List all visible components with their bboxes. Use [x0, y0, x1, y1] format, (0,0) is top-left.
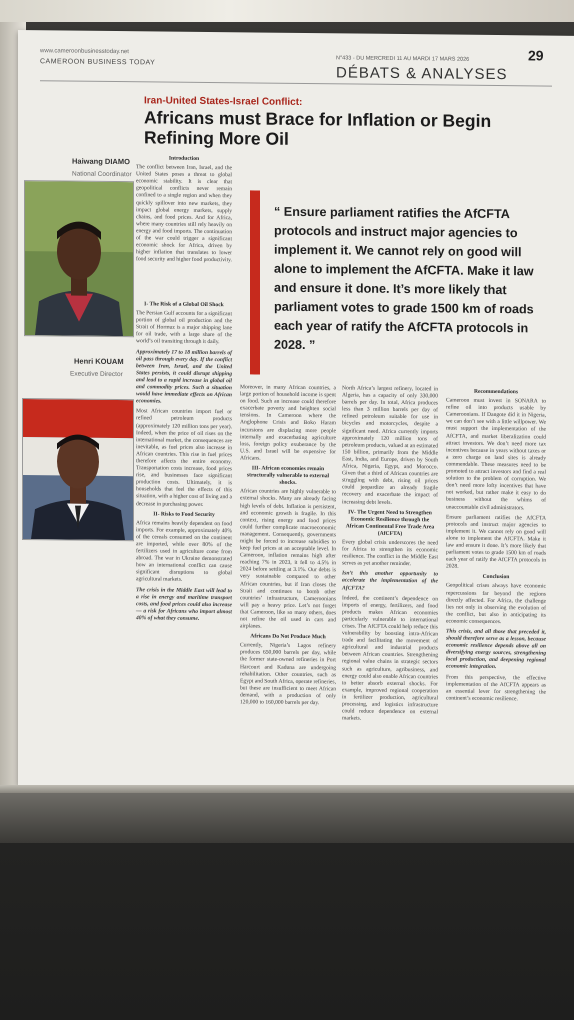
site-url: www.cameroonbusinesstoday.net [40, 48, 129, 56]
column-3-text-3: Currently, Nigeria’s Lagos refinery produces 650,000 barrels per day, while the former state-owned refineries in Port Harcourt and Kaduna are undergoing rehabilitation. Other countries, such as Egypt and South Africa, operate refineries, but these are insufficient to meet African demand, with a production of only 120,000 to 160,000 barrels per day. [240, 642, 336, 707]
column-oil-shock [136, 299, 232, 626]
intro-heading: Introduction [168, 155, 200, 162]
author-1-role: National Coordinator [72, 170, 132, 179]
section-1-heading: I- The Risk of a Global Oil Shock [144, 301, 224, 309]
section-1-text-b: Most African countries import fuel or refined petroleum products (approximately 120 million tons per year). Indeed, when the price of oil rises on the international market, the consequences are inevitable, as fuel prices also increase in African countries. This rise in fuel prices therefore affects the entire economy. Transportation costs increase, food prices rise, and businesses face significant production costs. Ultimately, it is households that feel the effects of this situation, with a higher cost of living and a decrease in purchasing power. [136, 408, 232, 508]
column-recommendations [446, 386, 546, 706]
pull-quote: “ Ensure parliament ratifies the AfCFTA protocols and instruct major agencies to implement it. We cannot rely on good will alone to implement the AfCFTA. Make it law and ensure it done. It’s more likely that parliament votes to grade 1500 km of roads each year of ratify the AfCFTA protocols in 2028. ” [274, 204, 534, 353]
section-5-heading: IV- The Urgent Need to Strengthen Economic Resilience through the African Continental Free Trade Area (AfCFTA) [345, 509, 435, 537]
column-intro [136, 153, 232, 267]
section-2-lead: The crisis in the Middle East will lead to a rise in energy and maritime transport costs, and food prices could also increase — a risk for Africans who import almost 40% of what they consume. [136, 586, 232, 622]
quote-accent-bar [250, 190, 260, 374]
author-2-photo [22, 398, 134, 541]
column-3-text-2: African countries are highly vulnerable to external shocks. Many are already facing high levels of debt. Inflation is persistent, and economic growth is fragile. In this context, rising energy and food prices could further complicate macroeconomic management. Consequently, governments might be forced to increase subsidies to keep fuel prices at an acceptable level. In Cameroon, inflation remains high after reaching 7% in 2023, it fell to 4.5% in 2024 before settling at 3.1%. Our debts is very sustainable compared to other African countries, but if Iran closes the Strait and continues to bomb other countries’ infrastructure, Cameroonians will pay a heavy price. Let’s not forget that Cameroon, like so many others, does not refine the oil used in cars and airplanes. [240, 488, 336, 630]
column-afcfta [342, 385, 438, 726]
issue-line: N°433 - DU MERCREDI 11 AU MARDI 17 MARS 2026 [336, 55, 470, 63]
previous-page-strip [0, 0, 574, 22]
section-2-text: Africa remains heavily dependent on food imports. For example, approximately 40% of the cereals consumed on the continent are imported, while over 80% of the fertilizers used in agriculture come from abroad. The war in Ukraine demonstrated how an international conflict can cause significant disruptions to global agricultural markets. [136, 519, 232, 584]
conclusion-text-2: From this perspective, the effective implementation of the AfCFTA appears as an essential lever for strengthening the continent’s economic resilience. [446, 674, 546, 703]
article-kicker: Iran-United States-Israel Conflict: [144, 95, 303, 108]
column-vulnerability [240, 384, 336, 710]
author-2-name: Henri KOUAM [74, 356, 124, 367]
section-1-text: The Persian Gulf accounts for a significant portion of global oil production and the Strait of Hormuz is a major shipping lane for oil trade, with a large share of the world’s oil transiting through it daily. [136, 310, 232, 346]
author-2-role: Executive Director [70, 370, 123, 379]
article-headline: Africans must Brace for Inflation or Begin Refining More Oil [144, 107, 492, 149]
section-2-heading: II- Risks to Food Security [153, 511, 215, 518]
column-3-text-1: Moreover, in many African countries, a large portion of household income is spent on food. Such an increase could therefore exacerbate poverty and heighten social tensions. In Cameroon where the Anglophone Crisis and Boko Haram incursions are displacing more people internally and exacerbating agriculture loss, foreign policy exuberance by the U.S. and Israel will be expensive for Africans. [240, 384, 336, 462]
lower-page-shadow [0, 793, 574, 843]
recommendations-text-1: Cameroon must invest in SONARA to refine oil into products usable by Cameroonians. If Dangote did it in Nigeria, we can don’t see with a little willpower. We must support the implementation of the AfCFTA, and market liberalization could attract investors. We don’t need more tax incentives because in years without taxes or a zero charge on land sites is already commendable. These measures need to be promoted to attract investors and find a real solution to the problem of corruption. We don’t need more lofty incentives that have not worked, but rather make it easy to do business without the whims of unaccountable civil administrators. [446, 397, 546, 511]
intro-text: The conflict between Iran, Israel, and the United States poses a threat to global economic stability. It is clear that geopolitical conflicts never remain confined to a single region and when they quickly spillover into new markets, they impact global energy markets, supply chains, and food prices. And for Africa, where many countries still rely heavily on energy and food imports. The continuation of the war could trigger a significant economic shock for Africa, driven by higher inflation that translates to lower food security and higher food productivity. [136, 164, 232, 264]
column-4-lead: Isn’t this another opportunity to accelerate the implementation of the AfCFTA? [342, 570, 438, 592]
column-4-text-1: North Africa’s largest refinery, located in Algeria, has a capacity of only 330,000 barrels per day. In total, Africa produces less than 3 million barrels per day of refined petroleum suitable for use in bicycles and motorcycles, despite a significant need. Africa currently imports approximately 120 million tons of petroleum products, valued at an estimated 150 billion, primarily from the Middle East, India, and Europe, driven by South Africa, Nigeria, Egypt, and Morocco. Given that a third of African countries are struggling with debt, rising oil prices could jeopardize an already fragile recovery and exacerbate the impact of increasing debt levels. [342, 385, 438, 506]
portrait-2-image [23, 399, 133, 540]
author-1-name: Haiwang DIAMO [72, 156, 130, 167]
conclusion-lead: This crisis, and all those that preceded it, should therefore serve as a lesson, because economic resilience depends above all on diversifying energy sources, strengthening local production, and deepening regional economic integration. [446, 628, 546, 671]
section-title: DÉBATS & ANALYSES [336, 64, 508, 84]
portrait-1-image [25, 181, 133, 336]
section-4-heading: Africans Do Not Produce Much [250, 633, 326, 641]
section-1-lead: Approximately 17 to 18 million barrels of oil pass through every day. If the conflict between Iran, Israel, and the United States persists, it could disrupt shipping and lead to a rapid increase in global oil and commodity prices. Such a situation would have immediate effects on African economies. [136, 348, 232, 405]
column-4-text-2: Every global crisis underscores the need for Africa to strengthen its economic resilience. The conflict in the Middle East serves as yet another reminder. [342, 539, 438, 568]
page-number: 29 [528, 47, 544, 64]
recommendations-heading: Recommendations [473, 388, 519, 396]
recommendations-text-2: Ensure parliament ratifies the AfCFTA protocols and instruct major agencies to implement it. We cannot rely on good will alone to implement the AfCFTA. Make it law and ensure it done. It’s more likely that parliament votes to grade 1500 km of roads each year of ratify the AfCFTA protocols in 2028. [446, 514, 546, 570]
conclusion-text-1: Geopolitical crises always have economic repercussions far beyond the regions directly affected. For Africa, the challenge lies not only in observing the evolution of the conflict, but also in anticipating its economic consequences. [446, 582, 546, 625]
paper-name: CAMEROON BUSINESS TODAY [40, 58, 156, 67]
column-4-text-3: Indeed, the continent’s dependence on imports of energy, fertilizers, and food products makes African economies particularly vulnerable to international crises. The AfCFTA could help reduce this vulnerability by boosting intra-African trade and facilitating the movement of agricultural and industrial products between African countries. Strengthening regional value chains in strategic sectors such as agriculture, agribusiness, and energy could also enable African countries to better absorb external shocks. For example, improved regional cooperation in fertilizer production, agricultural processing, and logistics infrastructure could reduce dependence on external markets. [342, 595, 438, 722]
section-3-heading: III- African economies remain structurally vulnerable to external shocks. [246, 465, 330, 487]
author-1-photo [24, 180, 134, 337]
newspaper-page [18, 30, 574, 791]
conclusion-heading: Conclusion [482, 574, 510, 581]
page-fold [0, 785, 574, 793]
